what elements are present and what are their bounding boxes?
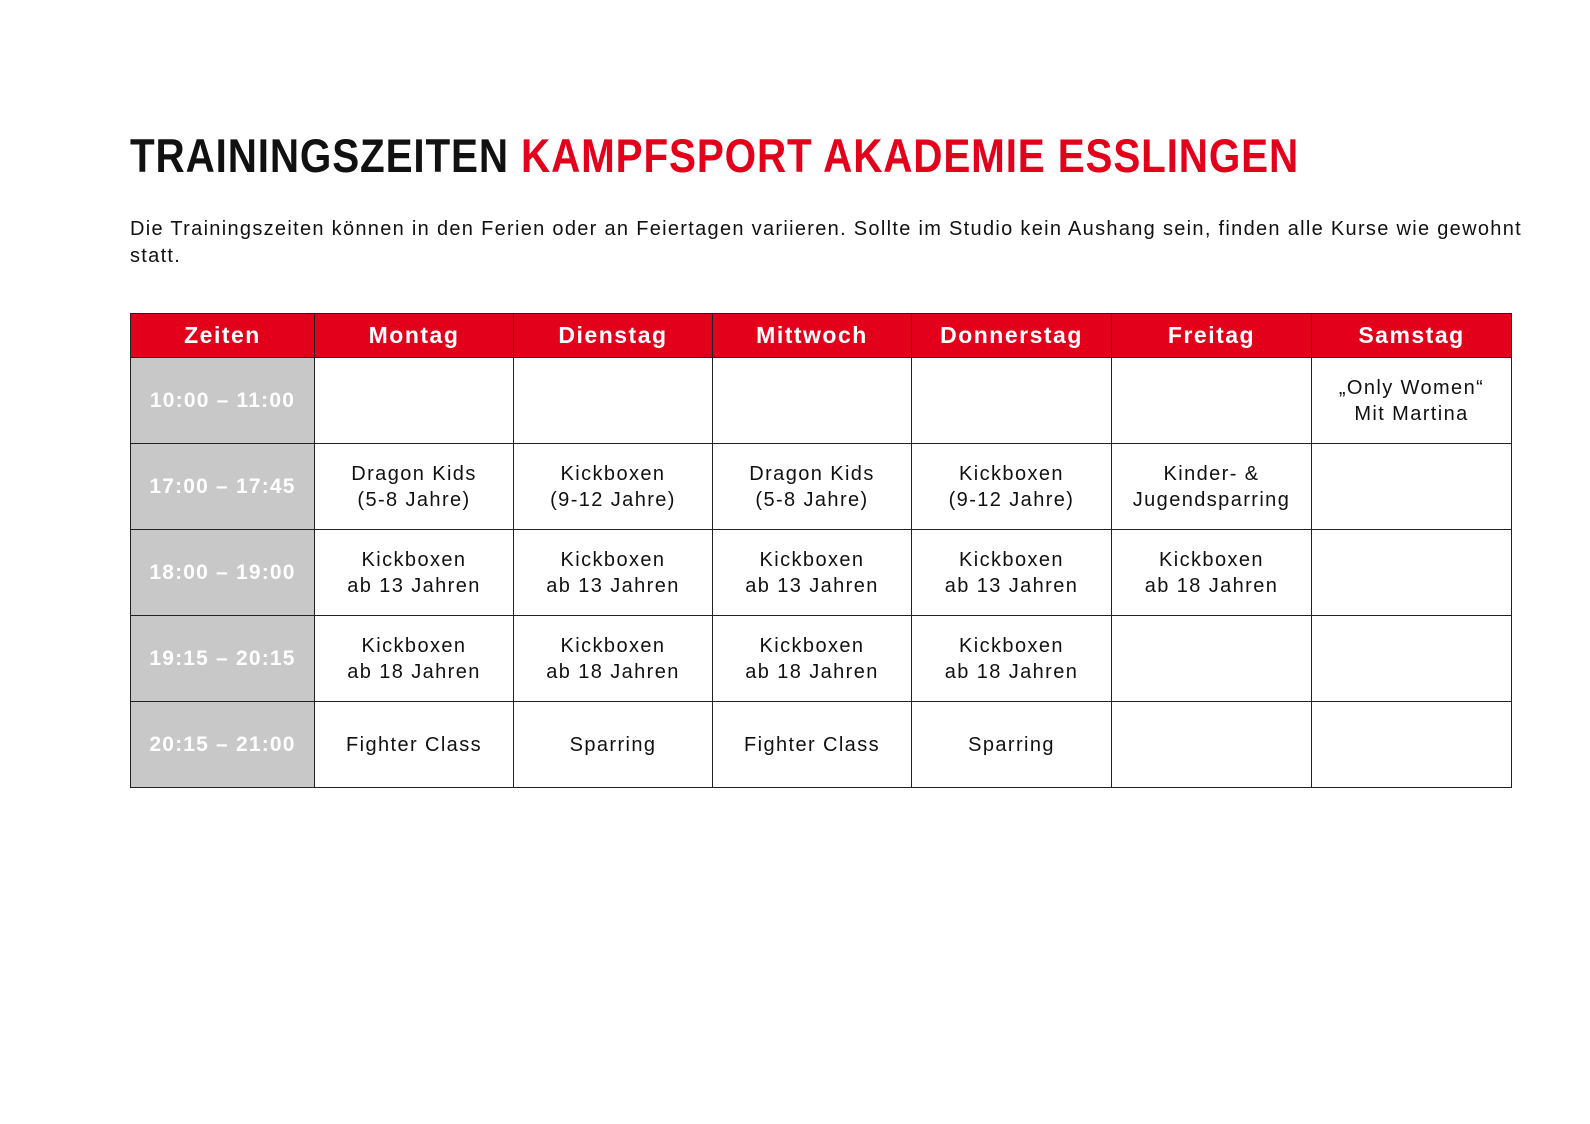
- class-detail: ab 13 Jahren: [347, 574, 481, 597]
- class-name: Kickboxen: [560, 548, 666, 571]
- class-cell-mittwoch: [713, 702, 912, 788]
- class-cell-donnerstag: [912, 444, 1112, 530]
- header-row: [131, 314, 1512, 358]
- header-montag: Montag: [315, 314, 514, 358]
- class-cell-montag: [315, 702, 514, 788]
- class-detail: ab 18 Jahren: [1144, 574, 1279, 597]
- table-row: [131, 702, 1512, 788]
- class-name: Kickboxen: [959, 462, 1064, 485]
- class-name: Sparring: [968, 733, 1055, 756]
- class-name: Kickboxen: [1159, 548, 1264, 571]
- header-samstag: Samstag: [1312, 314, 1512, 358]
- schedule-header: [131, 314, 1512, 358]
- class-cell-mittwoch: [713, 616, 912, 702]
- class-cell-mittwoch: [713, 444, 912, 530]
- page-title: [130, 128, 1299, 184]
- class-detail: (5-8 Jahre): [755, 488, 869, 511]
- class-detail: (9-12 Jahre): [948, 488, 1075, 511]
- class-cell-dienstag: [514, 530, 713, 616]
- class-name: Dragon Kids: [351, 462, 477, 485]
- table-row: [131, 530, 1512, 616]
- class-name: Fighter Class: [743, 733, 880, 756]
- class-cell-samstag: [1312, 530, 1512, 616]
- class-name: Kinder- &: [1163, 462, 1260, 485]
- class-detail: ab 18 Jahren: [347, 660, 481, 683]
- header-dienstag: Dienstag: [514, 314, 713, 358]
- table-row: [131, 616, 1512, 702]
- class-name: Kickboxen: [361, 548, 467, 571]
- header-donnerstag: Donnerstag: [912, 314, 1112, 358]
- title-prefix: TRAININGSZEITEN: [130, 129, 509, 182]
- class-cell-freitag: [1112, 444, 1312, 530]
- time-slot: 17:00 – 17:45: [131, 444, 315, 530]
- class-detail: ab 13 Jahren: [944, 574, 1079, 597]
- time-slot: 10:00 – 11:00: [131, 358, 315, 444]
- class-detail: ab 13 Jahren: [745, 574, 879, 597]
- class-detail: (9-12 Jahre): [550, 488, 676, 511]
- class-cell-dienstag: [514, 702, 713, 788]
- class-cell-mittwoch: [713, 530, 912, 616]
- class-cell-freitag: [1112, 530, 1312, 616]
- class-cell-donnerstag: [912, 530, 1112, 616]
- class-cell-donnerstag: [912, 616, 1112, 702]
- class-cell-montag: [315, 616, 514, 702]
- class-cell-dienstag: [514, 358, 713, 444]
- class-cell-samstag: [1312, 616, 1512, 702]
- class-name: Kickboxen: [959, 548, 1064, 571]
- time-slot: 19:15 – 20:15: [131, 616, 315, 702]
- class-cell-dienstag: [514, 444, 713, 530]
- title-academy-name: KAMPFSPORT AKADEMIE ESSLINGEN: [521, 129, 1300, 182]
- class-cell-freitag: [1112, 358, 1312, 444]
- schedule-table: [130, 313, 1512, 788]
- class-name: Kickboxen: [759, 634, 865, 657]
- class-cell-mittwoch: [713, 358, 912, 444]
- class-cell-freitag: [1112, 702, 1312, 788]
- class-detail: (5-8 Jahre): [357, 488, 471, 511]
- class-name: Sparring: [569, 733, 657, 756]
- class-name: Kickboxen: [560, 634, 666, 657]
- table-row: [131, 358, 1512, 444]
- intro-text: Die Trainingszeiten können in den Ferien oder an Feiertagen variieren. Sollte im Studio kein Aushang sein, finden alle Kurse wie gewohnt statt.: [130, 218, 1522, 267]
- class-name: „Only Women“: [1338, 376, 1485, 399]
- class-cell-montag: [315, 530, 514, 616]
- header-zeiten: Zeiten: [131, 314, 315, 358]
- class-detail: Jugendsparring: [1132, 488, 1291, 511]
- class-cell-montag: [315, 358, 514, 444]
- header-mittwoch: Mittwoch: [713, 314, 912, 358]
- class-name: Fighter Class: [345, 733, 482, 756]
- header-freitag: Freitag: [1112, 314, 1312, 358]
- class-cell-freitag: [1112, 616, 1312, 702]
- class-cell-donnerstag: [912, 358, 1112, 444]
- schedule-body: [131, 358, 1512, 788]
- class-name: Kickboxen: [759, 548, 865, 571]
- class-detail: ab 18 Jahren: [944, 660, 1079, 683]
- time-slot: 18:00 – 19:00: [131, 530, 315, 616]
- class-cell-samstag: [1312, 702, 1512, 788]
- class-cell-dienstag: [514, 616, 713, 702]
- class-name: Kickboxen: [361, 634, 467, 657]
- class-cell-donnerstag: [912, 702, 1112, 788]
- class-cell-samstag: [1312, 358, 1512, 444]
- class-detail: ab 13 Jahren: [546, 574, 680, 597]
- class-name: Kickboxen: [560, 462, 666, 485]
- class-detail: ab 18 Jahren: [546, 660, 680, 683]
- class-detail: ab 18 Jahren: [745, 660, 879, 683]
- class-name: Kickboxen: [959, 634, 1064, 657]
- class-cell-montag: [315, 444, 514, 530]
- class-cell-samstag: [1312, 444, 1512, 530]
- table-row: [131, 444, 1512, 530]
- time-slot: 20:15 – 21:00: [131, 702, 315, 788]
- class-detail: Mit Martina: [1354, 402, 1469, 425]
- class-name: Dragon Kids: [749, 462, 875, 485]
